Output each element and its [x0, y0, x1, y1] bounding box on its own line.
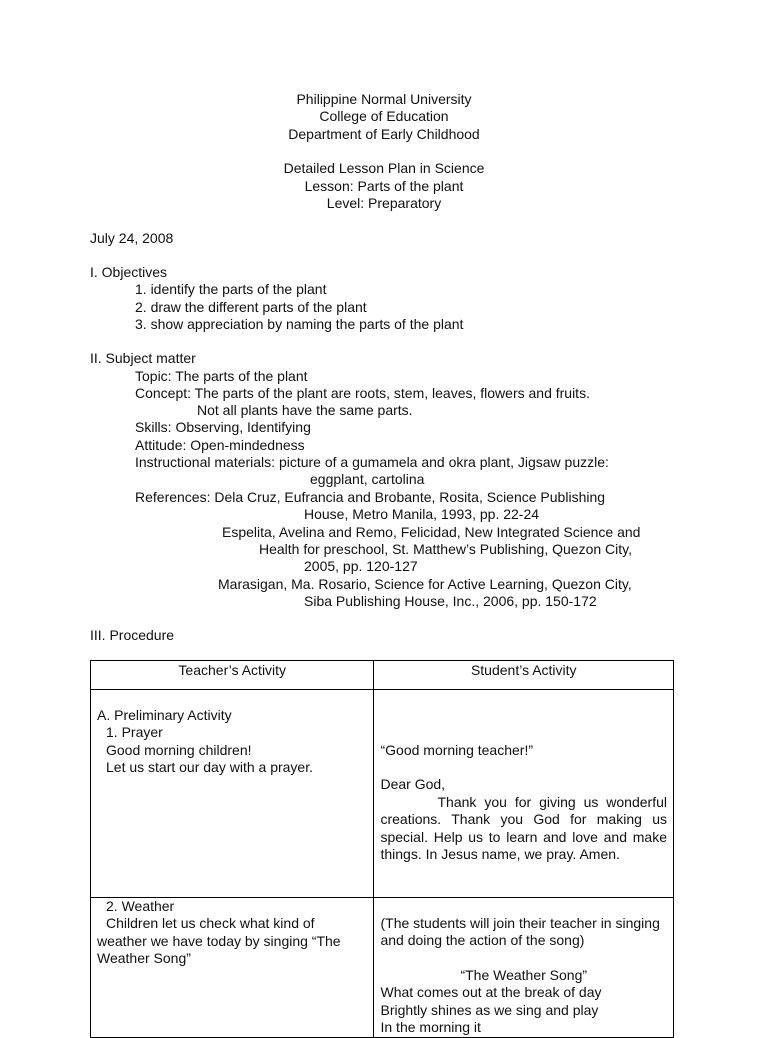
teacher-cell — [91, 690, 374, 898]
university-name: Philippine Normal University — [296, 91, 472, 107]
student-song-instruction: (The students will join their teacher in singing and doing the action of the song) — [380, 915, 660, 949]
student-cell — [374, 898, 674, 1038]
concept-line-cont: Not all plants have the same parts. — [197, 402, 413, 418]
plan-title: Detailed Lesson Plan in Science — [283, 160, 485, 177]
weather-subheading: 2. Weather — [106, 898, 175, 914]
song-line: What comes out at the break of day — [380, 984, 602, 1001]
subject-matter-title: II. Subject matter — [90, 350, 196, 366]
objectives-title: I. Objectives — [90, 264, 168, 280]
student-greeting: “Good morning teacher!” — [380, 742, 534, 758]
topic-line: Topic: The parts of the plant — [135, 368, 308, 384]
table-header-row — [91, 661, 674, 690]
department-name: Department of Early Childhood — [288, 125, 480, 142]
reference-line: Marasigan, Ma. Rosario, Science for Active Learning, Quezon City, — [218, 576, 632, 592]
concept-line: Concept: The parts of the plant are roots, stem, leaves, flowers and fruits. — [135, 385, 590, 401]
objective-item: 1. identify the parts of the plant — [135, 281, 327, 297]
prayer-opening: Dear God, — [380, 776, 446, 793]
reference-line: Espelita, Avelina and Remo, Felicidad, New Integrated Science and — [222, 524, 641, 540]
lesson-level: Level: Preparatory — [326, 195, 442, 212]
prayer-subheading: 1. Prayer — [106, 724, 163, 741]
procedure-table — [90, 660, 674, 1038]
lesson-date: July 24, 2008 — [90, 230, 174, 246]
teacher-prayer-prompt: Let us start our day with a prayer. — [106, 759, 313, 776]
teacher-activity-header: Teacher’s Activity — [91, 661, 374, 690]
lesson-title: Lesson: Parts of the plant — [304, 177, 464, 194]
table-row — [91, 690, 674, 898]
teacher-greeting: Good morning children! — [106, 741, 252, 758]
teacher-cell — [91, 898, 374, 1038]
attitude-line: Attitude: Open-mindedness — [135, 437, 305, 453]
procedure-title: III. Procedure — [90, 627, 175, 643]
table-row — [91, 898, 674, 1038]
objective-item: 3. show appreciation by naming the parts of the plant — [135, 316, 464, 332]
skills-line: Skills: Observing, Identifying — [135, 419, 311, 435]
reference-line: 2005, pp. 120-127 — [304, 558, 418, 574]
student-cell — [374, 690, 674, 898]
objective-item: 2. draw the different parts of the plant — [135, 299, 367, 315]
prayer-body: Thank you for giving us wonderful creations. Thank you God for making us special. Help us to learn and love and make things. In Jesus name, we pray. Amen. — [380, 793, 667, 863]
song-line: In the morning it — [380, 1019, 481, 1036]
document-header — [0, 91, 768, 213]
song-title: “The Weather Song” — [460, 966, 588, 983]
materials-line-cont: eggplant, cartolina — [310, 471, 425, 487]
reference-line: Siba Publishing House, Inc., 2006, pp. 150-172 — [304, 593, 597, 609]
weather-instruction: Children let us check what kind of weather we have today by singing “The Weather Song” — [97, 915, 341, 967]
preliminary-activity-heading: A. Preliminary Activity — [97, 707, 232, 723]
song-line: Brightly shines as we sing and play — [380, 1001, 599, 1018]
student-activity-header: Student’s Activity — [374, 661, 674, 690]
reference-line: House, Metro Manila, 1993, pp. 22-24 — [304, 506, 540, 522]
college-name: College of Education — [319, 108, 449, 125]
materials-line: Instructional materials: picture of a gumamela and okra plant, Jigsaw puzzle: — [135, 454, 609, 470]
reference-line: Health for preschool, St. Matthew’s Publishing, Quezon City, — [259, 541, 632, 557]
reference-line: References: Dela Cruz, Eufrancia and Brobante, Rosita, Science Publishing — [135, 489, 606, 505]
